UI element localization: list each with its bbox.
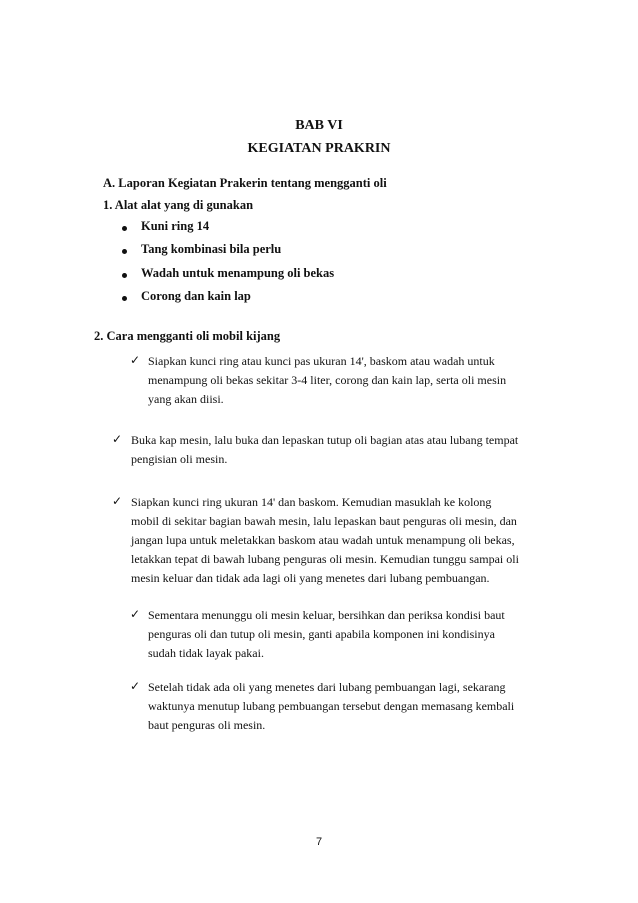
bullet-icon — [122, 249, 127, 254]
bullet-icon — [122, 226, 127, 231]
step-line: sudah tidak layak pakai. — [148, 646, 264, 660]
bullet-icon — [122, 296, 127, 301]
step-line: baut penguras oli mesin. — [148, 718, 266, 732]
tool-item: Wadah untuk menampung oli bekas — [141, 266, 335, 280]
step-paragraph — [148, 352, 506, 409]
page-number: 7 — [315, 836, 323, 848]
step-paragraph — [131, 493, 519, 588]
step-line: pengisian oli mesin. — [131, 452, 228, 466]
item2-heading: 2. Cara mengganti oli mobil kijang — [94, 329, 281, 343]
step-line: penguras oli dan tutup oli mesin, ganti apabila komponen ini kondisinya — [148, 627, 495, 641]
step-line: waktunya menutup lubang pembuangan tersebut dengan memasang kembali — [148, 699, 515, 713]
bullet-icon — [122, 273, 127, 278]
step-line: mesin keluar dan tidak ada lagi oli yang menetes dari lubang pembuangan. — [131, 571, 490, 585]
step-line: menampung oli bekas sekitar 3-4 liter, corong dan kain lap, serta oli mesin — [148, 373, 507, 387]
chapter-number: BAB VI — [295, 118, 343, 133]
checkmark-icon: ✓ — [130, 679, 141, 693]
checkmark-icon: ✓ — [130, 607, 141, 621]
tool-item: Tang kombinasi bila perlu — [141, 242, 282, 256]
step-line: letakkan tepat di bawah lubang penguras oli mesin. Kemudian tunggu sampai oli — [131, 552, 519, 566]
step-paragraph — [148, 606, 505, 663]
checkmark-icon: ✓ — [112, 494, 123, 508]
step-line: Siapkan kunci ring ukuran 14' dan baskom. Kemudian masuklah ke kolong — [131, 495, 492, 509]
section-a-heading: A. Laporan Kegiatan Prakerin tentang mengganti oli — [103, 176, 387, 190]
step-paragraph — [148, 678, 514, 735]
checkmark-icon: ✓ — [112, 432, 123, 446]
chapter-title: KEGIATAN PRAKRIN — [247, 141, 391, 156]
step-line: jangan lupa untuk meletakkan baskom atau wadah untuk menampung oli bekas, — [131, 533, 515, 547]
step-line: yang akan diisi. — [148, 392, 224, 406]
step-line: Buka kap mesin, lalu buka dan lepaskan tutup oli bagian atas atau lubang tempat — [131, 433, 519, 447]
step-paragraph — [131, 431, 518, 469]
step-line: Sementara menunggu oli mesin keluar, bersihkan dan periksa kondisi baut — [148, 608, 505, 622]
step-line: Siapkan kunci ring atau kunci pas ukuran 14', baskom atau wadah untuk — [148, 354, 495, 368]
item1-heading: 1. Alat alat yang di gunakan — [103, 198, 254, 212]
tool-item: Kuni ring 14 — [141, 219, 210, 233]
checkmark-icon: ✓ — [130, 353, 141, 367]
step-line: mobil di sekitar bagian bawah mesin, lalu lepaskan baut penguras oli mesin, dan — [131, 514, 517, 528]
step-line: Setelah tidak ada oli yang menetes dari lubang pembuangan lagi, sekarang — [148, 680, 506, 694]
tool-item: Corong dan kain lap — [141, 289, 251, 303]
